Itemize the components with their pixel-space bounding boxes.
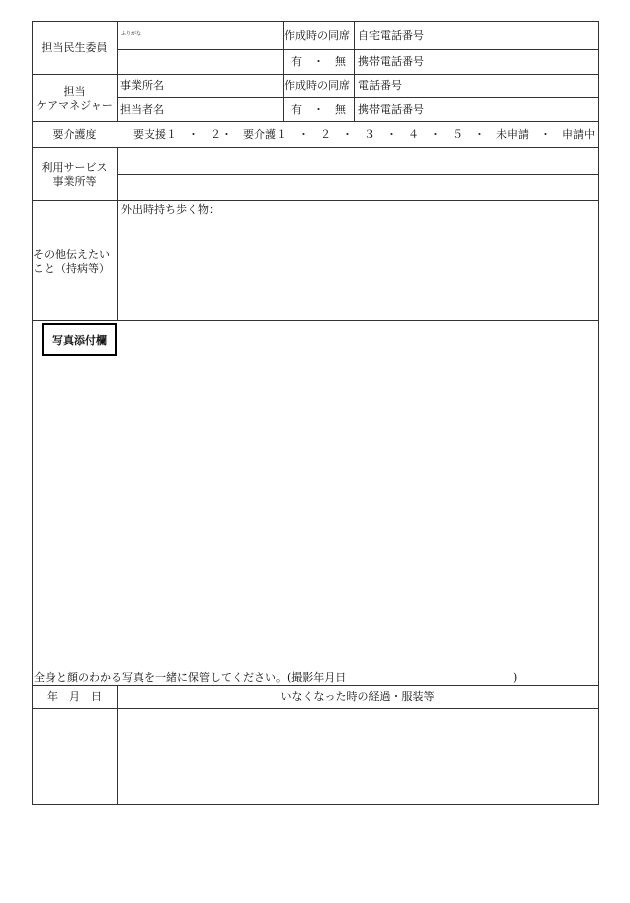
minsei-home-phone-label: 自宅電話番号 (358, 29, 424, 42)
row-divider (32, 121, 599, 122)
column-divider (354, 21, 355, 121)
care-manager-mobile-label: 携帯電話番号 (358, 103, 424, 116)
photo-drop-area[interactable] (33, 360, 597, 668)
services-field-2[interactable] (118, 175, 598, 200)
history-events-field[interactable] (118, 709, 598, 804)
care-level-label: 要介護度 (52, 128, 97, 141)
care-level-options[interactable]: 要支援１ ・ ２・ 要介護１ ・ ２ ・ ３ ・ ４ ・ ５ ・ 未申請 ・ 申請中 (133, 128, 595, 141)
other-label-line1: その他伝えたい (33, 248, 110, 261)
care-manager-phone-label: 電話番号 (358, 79, 402, 92)
photo-note-close: ) (513, 671, 518, 684)
services-label-line1: 利用サービス (41, 161, 108, 174)
photo-attach-label: 写真添付欄 (42, 323, 117, 356)
care-manager-label-line2: ケアマネジャー (36, 99, 113, 112)
minsei-mobile-phone-label: 携帯電話番号 (358, 55, 424, 68)
photo-note: 全身と顔のわかる写真を一緒に保管してください。(撮影年月日 (34, 671, 347, 684)
care-manager-doseki-label: 作成時の同席 (284, 79, 350, 92)
person-name-label: 担当者名 (120, 103, 164, 116)
minsei-doseki-label: 作成時の同席 (284, 29, 350, 42)
history-date-field[interactable] (33, 709, 117, 804)
minsei-presence-choice[interactable]: 有 ・ 無 (291, 55, 346, 68)
belongings-label: 外出時持ち歩く物： (121, 203, 220, 216)
other-label-line2: こと（持病等） (33, 262, 110, 275)
minsei-furigana-field[interactable] (118, 22, 283, 49)
minsei-name-field[interactable] (118, 50, 283, 74)
photo-right-border (598, 321, 599, 685)
care-manager-label-line1: 担当 (63, 85, 86, 98)
furigana-label: ふりがな (121, 31, 142, 37)
office-name-label: 事業所名 (120, 79, 164, 92)
history-events-header: いなくなった時の経過・服装等 (280, 690, 435, 703)
care-manager-presence-choice[interactable]: 有 ・ 無 (291, 103, 346, 116)
services-label-line2: 事業所等 (52, 175, 97, 188)
row-divider (117, 97, 599, 98)
services-field-1[interactable] (118, 148, 598, 174)
history-date-header: 年 月 日 (47, 690, 102, 703)
other-notes-field[interactable] (118, 218, 598, 320)
minsei-label: 担当民生委員 (41, 41, 108, 54)
